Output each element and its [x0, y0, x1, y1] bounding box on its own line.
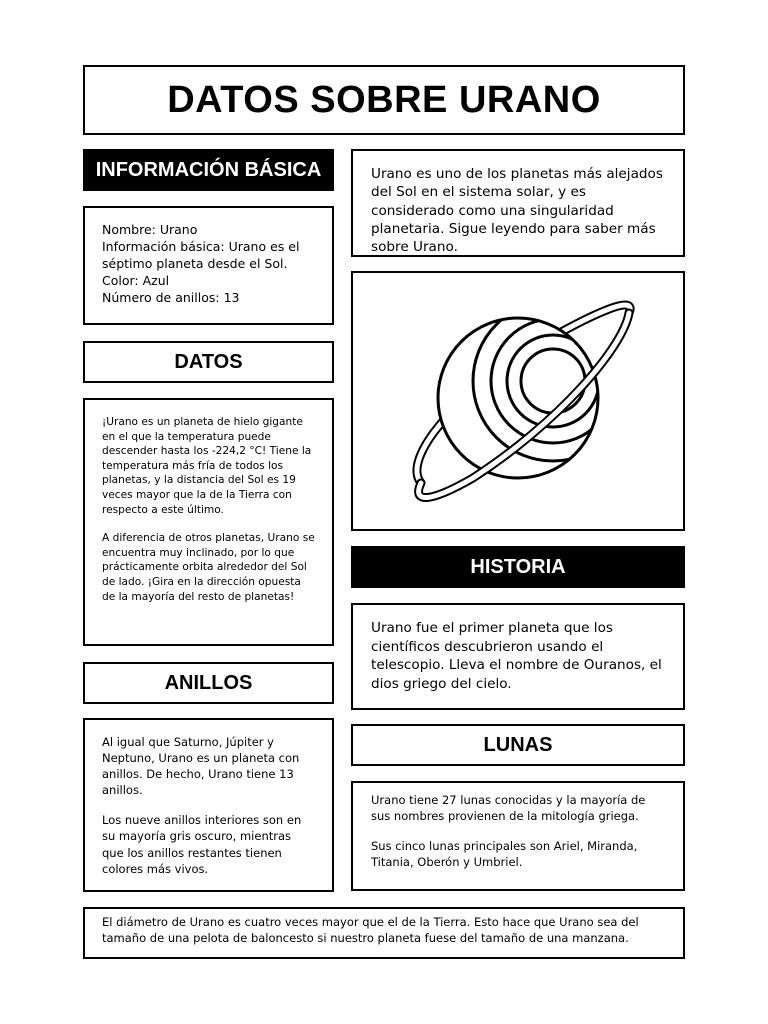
planet-illustration-box — [351, 271, 685, 531]
basic-info-description-1: Información básica: Urano es el — [102, 238, 300, 254]
datos-paragraph-2: A diferencia de otros planetas, Urano se encuentra muy inclinado, por lo que prácticamente orbita alrededor del Sol de lado. ¡Gira en la dirección opuesta de la mayoría del resto de planetas! — [102, 532, 315, 603]
anillos-box — [83, 718, 334, 892]
footer-text: El diámetro de Urano es cuatro veces mayor que el de la Tierra. Esto hace que Urano sea del tamaño de una pelota de baloncesto si nuestro planeta fuese del tamaño de una manzana. — [102, 915, 639, 946]
lunas-heading: LUNAS — [351, 724, 685, 766]
anillos-paragraph-1: Al igual que Saturno, Júpiter y Neptuno, Urano es un planeta con anillos. De hecho, Urano tiene 13 anillos. — [102, 735, 300, 798]
lunas-box — [351, 781, 685, 891]
basic-info-description-2: séptimo planeta desde el Sol. — [102, 255, 288, 271]
basic-info-name: Nombre: Urano — [102, 222, 198, 237]
intro-box — [351, 149, 685, 257]
datos-box — [83, 398, 334, 646]
datos-paragraph-1: ¡Urano es un planeta de hielo gigante en el que la temperatura puede descender hasta los -224,2 °C! Tiene la temperatura más fría de todos los planetas, y la distancia del Sol es 19 veces mayor que la de la Tierra con respecto a este último. — [102, 416, 312, 516]
historia-heading: HISTORIA — [351, 546, 685, 588]
anillos-heading: ANILLOS — [83, 662, 334, 704]
anillos-paragraph-2: Los nueve anillos interiores son en su mayoría gris oscuro, mientras que los anillos restantes tienen colores más vivos. — [102, 813, 302, 876]
basic-info-box — [83, 206, 334, 325]
basic-info-color: Color: Azul — [102, 272, 170, 288]
historia-box — [351, 603, 685, 710]
intro-text: Urano es uno de los planetas más alejados del Sol en el sistema solar, y es considerado como una singularidad planetaria. Sigue leyendo para saber más sobre Urano. — [371, 166, 663, 256]
basic-info-heading: INFORMACIÓN BÁSICA — [83, 149, 334, 191]
datos-heading: DATOS — [83, 341, 334, 383]
lunas-paragraph-2: Sus cinco lunas principales son Ariel, Miranda, Titania, Oberón y Umbriel. — [371, 839, 638, 870]
basic-info-rings: Número de anillos: 13 — [102, 289, 240, 305]
lunas-paragraph-1: Urano tiene 27 lunas conocidas y la mayoría de sus nombres provienen de la mitología griega. — [371, 793, 646, 824]
uranus-planet-icon — [353, 273, 683, 529]
historia-text: Urano fue el primer planeta que los científicos descubrieron usando el telescopio. Lleva el nombre de Ouranos, el dios griego del cielo. — [371, 620, 662, 692]
footer-box — [83, 907, 685, 959]
page-title: DATOS SOBRE URANO — [83, 65, 685, 135]
